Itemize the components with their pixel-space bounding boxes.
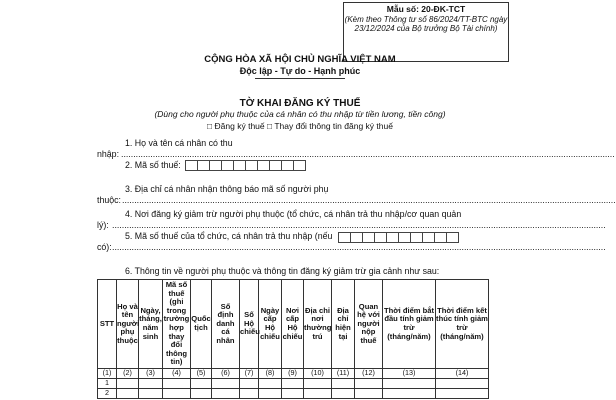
motto: Độc lập - Tự do - Hạnh phúc [239, 66, 361, 76]
table-cell[interactable] [304, 389, 332, 399]
col-number: (3) [139, 369, 163, 379]
col-number: (8) [259, 369, 282, 379]
col-number: (14) [436, 369, 489, 379]
table-row [98, 389, 489, 399]
col-header: Mã số thuế (ghi trong trường hợp thay đổi thông tin) [163, 280, 191, 369]
col-header: Số định danh cá nhân [212, 280, 240, 369]
col-header: Thời điểm kết thúc tính giảm trừ (tháng/năm) [436, 280, 489, 369]
field-2-label: 2. Mã số thuế: [125, 160, 181, 170]
col-header: Họ và tên người phụ thuộc [117, 280, 139, 369]
col-header: Địa chỉ hiện tại [332, 280, 355, 369]
table-cell[interactable] [139, 389, 163, 399]
field-1-input[interactable]: .......................................................................................................................................................................................................... [121, 149, 615, 159]
col-header: Số Hộ chiếu [240, 280, 259, 369]
col-header: Quốc tịch [191, 280, 212, 369]
table-cell[interactable] [332, 379, 355, 389]
table-cell[interactable] [436, 389, 489, 399]
field-4-label: 4. Nơi đăng ký giảm trừ người phụ thuộc (tổ chức, cá nhân trả thu nhập/cơ quan quản [125, 209, 462, 219]
col-number: (1) [98, 369, 117, 379]
table-cell[interactable] [139, 379, 163, 389]
table-cell[interactable] [355, 389, 383, 399]
table-cell[interactable] [304, 379, 332, 389]
registration-options: □ Đăng ký thuế □ Thay đổi thông tin đăng ký thuế [207, 121, 393, 131]
field-5-label: 5. Mã số thuế của tổ chức, cá nhân trả thu nhập (nếu [125, 231, 333, 241]
col-number: (13) [383, 369, 436, 379]
table-cell[interactable] [282, 379, 304, 389]
form-note: (Kèm theo Thông tư số 86/2024/TT-BTC ngày 23/12/2024 của Bộ trưởng Bộ Tài chính) [344, 14, 508, 33]
table-cell[interactable] [259, 389, 282, 399]
field-3-label: 3. Địa chỉ cá nhân nhận thông báo mã số người phụ [125, 184, 329, 194]
table-cell[interactable] [117, 379, 139, 389]
table-row [98, 379, 489, 389]
field-6-label: 6. Thông tin về người phụ thuộc và thông tin đăng ký giảm trừ gia cảnh như sau: [125, 266, 440, 276]
table-cell[interactable] [282, 389, 304, 399]
col-number: (7) [240, 369, 259, 379]
col-number: (10) [304, 369, 332, 379]
col-header: Quan hệ với người nộp thuế [355, 280, 383, 369]
table-cell[interactable] [191, 389, 212, 399]
col-header: Nơi cấp Hộ chiếu [282, 280, 304, 369]
col-number: (2) [117, 369, 139, 379]
col-number: (12) [355, 369, 383, 379]
tax-code-boxes[interactable] [185, 160, 306, 171]
field-3-input[interactable]: .......................................................................................................................................................................................................... [122, 195, 616, 205]
form-code-box [343, 2, 509, 62]
field-5-cont: có): [97, 242, 112, 252]
table-cell[interactable] [436, 379, 489, 389]
employer-tax-code-boxes[interactable] [338, 232, 459, 243]
form-code: Mẫu số: 20-ĐK-TCT [386, 4, 466, 14]
col-header: Địa chỉ nơi thường trú [304, 280, 332, 369]
table-cell[interactable] [383, 379, 436, 389]
table-cell[interactable] [191, 379, 212, 389]
col-number: (5) [191, 369, 212, 379]
column-number-row [98, 369, 489, 379]
motto-underline [255, 78, 345, 79]
table-cell[interactable] [383, 389, 436, 399]
table-cell[interactable] [212, 389, 240, 399]
table-cell: 2 [98, 389, 117, 399]
field-3-cont: thuộc: [97, 195, 121, 205]
col-number: (9) [282, 369, 304, 379]
table-cell[interactable] [163, 379, 191, 389]
table-cell[interactable] [259, 379, 282, 389]
table-cell[interactable] [240, 389, 259, 399]
dependents-table [97, 279, 489, 399]
table-header-row [98, 280, 489, 369]
col-header: Ngày, tháng, năm sinh [139, 280, 163, 369]
table-cell: 1 [98, 379, 117, 389]
field-1-cont: nhập: [97, 149, 120, 159]
col-number: (11) [332, 369, 355, 379]
table-cell[interactable] [355, 379, 383, 389]
document-subtitle: (Dùng cho người phụ thuộc của cá nhân có thu nhập từ tiền lương, tiền công) [154, 109, 446, 119]
table-cell[interactable] [212, 379, 240, 389]
table-cell[interactable] [117, 389, 139, 399]
col-header: Ngày cấp Hộ chiếu [259, 280, 282, 369]
table-cell[interactable] [240, 379, 259, 389]
col-number: (4) [163, 369, 191, 379]
field-5-input[interactable]: .......................................................................................................................................................................................................... [112, 242, 606, 252]
table-cell[interactable] [163, 389, 191, 399]
table-cell[interactable] [332, 389, 355, 399]
col-number: (6) [212, 369, 240, 379]
field-1-label: 1. Họ và tên cá nhân có thu [125, 138, 233, 148]
col-header: Thời điểm bắt đầu tính giảm trừ (tháng/năm) [383, 280, 436, 369]
document-title: TỜ KHAI ĐĂNG KÝ THUẾ [239, 98, 361, 109]
field-4-cont: lý): [97, 220, 109, 230]
nation-title: CỘNG HÒA XÃ HỘI CHỦ NGHĨA VIỆT NAM [204, 54, 396, 65]
field-4-input[interactable]: .......................................................................................................................................................................................................... [112, 220, 606, 230]
col-header: STT [98, 280, 117, 369]
